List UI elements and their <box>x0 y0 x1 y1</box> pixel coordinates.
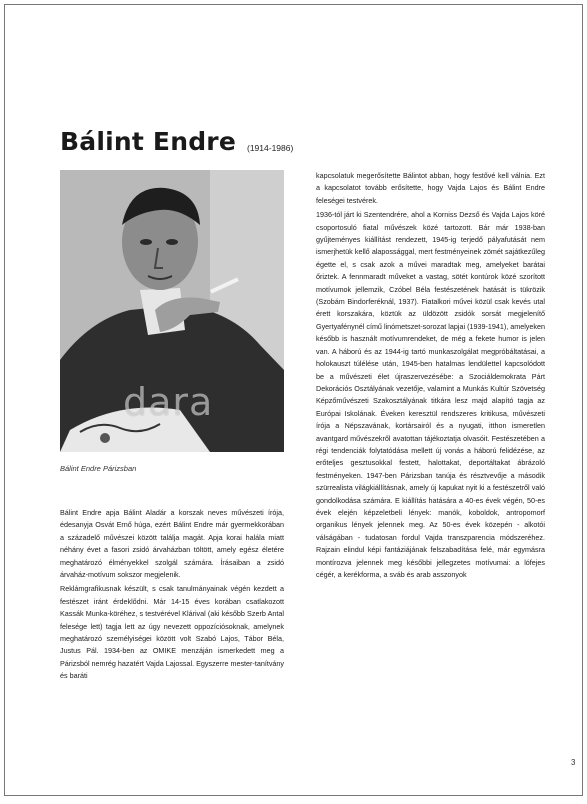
life-dates: (1914-1986) <box>247 143 294 153</box>
paragraph: Reklámgrafikusnak készült, s csak tanulmányainak végén kezdett a festészet iránt érdeklődni. Már 14-15 éves korában csatlakozott Kassák Munka-köréhez, s testvérével Klárival (aki később Szerb Antal felesége lett) tagja lett az úgy nevezett oppozíciósoknak, amelynek meghatározó személyiségei között volt Szabó Lajos, Tábor Béla, Justus Pál. 1934-ben az OMIKE menzáján ismerkedett meg a Párizsból nemrég hazatért Vajda Lajossal. Egyszerre mester-tanítvány és baráti <box>60 584 284 681</box>
paragraph: kapcsolatuk megerősítette Bálintot abban, hogy festővé kell válnia. Ezt a kapcsolatot tovább erősítette, hogy Vajda Lajos és Bálint Endre feleségei testvérek. <box>316 171 545 205</box>
document-page <box>4 4 583 796</box>
page-number: 3 <box>571 758 576 767</box>
paragraph: 1936-tól járt ki Szentendrére, ahol a Korniss Dezső és Vajda Lajos köré csoportosuló fiatal művészek közé tartozott. Bár már 1938-ban gyűjteményes kiállítást rendezett, 1945-ig terjedő pályafutását nem ismerjhetük kellő alapossággal, mert festményeinek zömét sajátkezűleg égette el, s csak azok a művei maradtak meg, amelyeket barátai őriztek. A fennmaradt műveket a vastag, sötét kontúrok közé szorított motívumok jellemzik, Czóbel Béla festészetének hatását is tükrözik (Szobám Bindorferéknál, 1937). Fiatalkori művei közül csak kevés utal érett korszakára, köztük az üldözött zsidók sorsát megjelenítő Gyertyafénynél című linómetszet-sorozat lapjai (1939-1941), amelyeken később is használt motívumrendeket, de még a fekete humor is jelen van. A háború és az 1944-ig tartó munkaszolgálat megpróbáltatásai, a holokauszt túlélése után, 1945-ben hatalmas lendülettel kapcsolódott be a művészeti élet újraszervezésébe: a Szociáldemokrata Párt Dekorációs Osztályának vezetője, valamint a Munkás Kultúr Szövetség Képzőművészeti Szakosztályának titkára lesz majd alapító tagja az Európai Iskolának. Éveken keresztül rendszeres kritikusa, művészeti írója a Népszavának, kortársairól és a nyugati, itthon ismeretlen avantgard művészekről avatottan tájékoztatja olvasóit. Festészetében a régi tendenciák folytatódása mellett új vonás a háború felidézése, az erőteljes gesztusokkal festett, halottakat, deportáltakat ábrázoló festményeken. 1947-ben Párizsban tanúja és résztvevője a második szürrealista világkiállításnak, amely új kapukat nyit ki a festészetről való gondolkodása számára. E kiállítás hatására a 40-es évek végén, 50-es évek elején képzeletbeli lények: manók, koboldok, antropomorf organikus lények jelennek meg. Az 50-es évek közepén - alkotói válságában - tudatosan fordul Vajda transzparencia módszeréhez. Rajzain elindul képi fantáziájának felszabadítása felé, már egymásra montírozva jelennek meg későbbi jellegzetes motívumai: a lófejes cégér, a kerékforma, a sváb és arab asszonyok <box>316 210 545 579</box>
right-text-column <box>316 170 545 583</box>
page-title: Bálint Endre <box>60 127 236 156</box>
photo-caption: Bálint Endre Párizsban <box>60 464 137 473</box>
left-text-column <box>60 507 284 685</box>
watermark-text: dara <box>123 380 214 424</box>
paragraph: Bálint Endre apja Bálint Aladár a korszak neves művészeti írója, édesanyja Osvát Ernő húga, ezért Bálint Endre már gyermekkorában a századelő művészei között találja magát. Apja korai halála miatt néhány évet a fasori zsidó árvaházban töltött, amely egész életére meghatározó élményekkel szolgál számára. Írásaiban a zsidó árvaház-motívum sokszor megjelenik. <box>60 508 284 580</box>
